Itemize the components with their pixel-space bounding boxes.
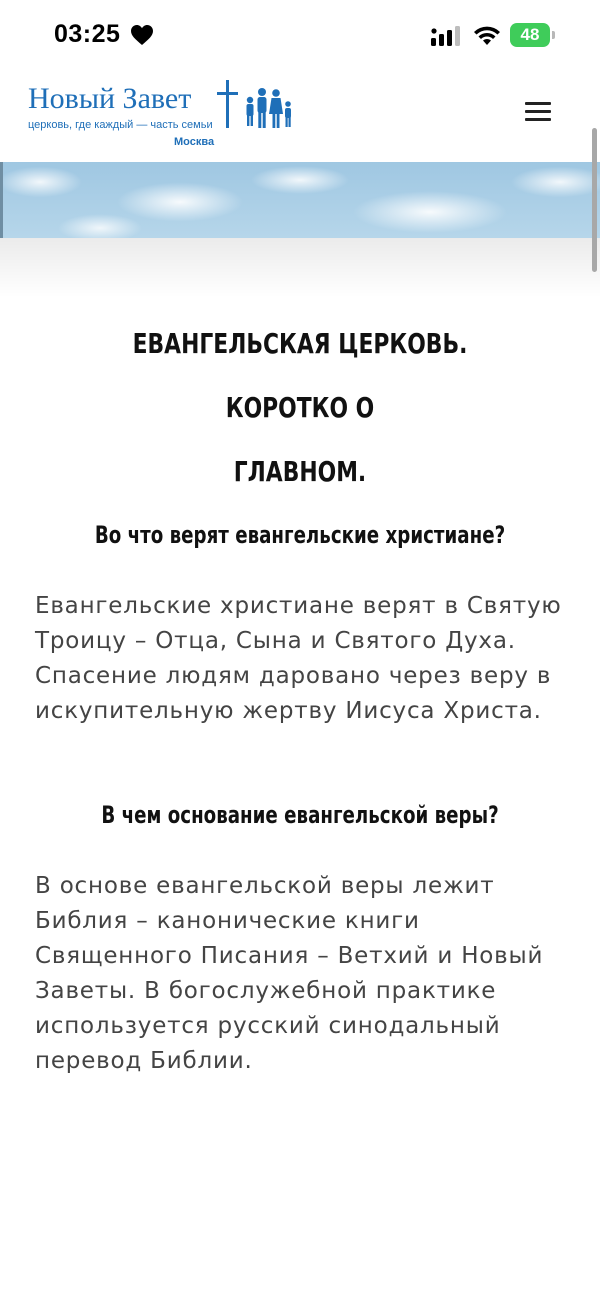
- status-time: 03:25: [54, 20, 121, 48]
- cross-family-logo-icon: [216, 80, 302, 132]
- heart-icon: [130, 24, 154, 46]
- text-line: используется русский синодальный: [35, 1013, 501, 1039]
- section-text-beliefs: [35, 589, 570, 729]
- text-line: Спасение людям даровано через веру в: [35, 663, 552, 689]
- battery-icon: [510, 23, 556, 47]
- hero-shadow: [0, 238, 600, 298]
- status-bar: [0, 0, 600, 70]
- logo-tagline: церковь, где каждый — часть семьи: [28, 119, 213, 131]
- text-line: Библия – канонические книги: [35, 908, 420, 934]
- text-line: Троицу – Отца, Сына и Святого Духа.: [35, 628, 516, 654]
- page-title-line: ГЛАВНОМ.: [233, 455, 367, 488]
- battery-level: 48: [520, 25, 540, 44]
- text-line: Евангельские христиане верят в Святую: [35, 593, 562, 619]
- page-title: [89, 312, 510, 504]
- hamburger-menu-icon[interactable]: [522, 98, 554, 126]
- hero-sky-image: [0, 162, 600, 238]
- scrollbar-thumb[interactable]: [592, 128, 597, 272]
- section-heading-foundation: В чем основание евангельской веры?: [101, 801, 499, 829]
- page-title-line: ЕВАНГЕЛЬСКАЯ ЦЕРКОВЬ. КОРОТКО О: [132, 327, 468, 424]
- battery-cap: [552, 31, 555, 39]
- wifi-icon: [472, 23, 502, 47]
- logo-title: Новый Завет: [28, 82, 192, 115]
- menu-bar: [525, 118, 551, 121]
- section-heading-beliefs: Во что верят евангельские христиане?: [94, 521, 506, 549]
- text-line: В основе евангельской веры лежит: [35, 873, 495, 899]
- menu-bar: [525, 110, 551, 113]
- menu-bar: [525, 102, 551, 105]
- site-header: [0, 70, 600, 162]
- site-logo[interactable]: [28, 80, 308, 160]
- text-line: перевод Библии.: [35, 1048, 253, 1074]
- section-text-foundation: [35, 869, 570, 1079]
- logo-city: Москва: [174, 136, 215, 148]
- signal-icon: [430, 25, 464, 47]
- text-line: Заветы. В богослужебной практике: [35, 978, 497, 1004]
- text-line: Священного Писания – Ветхий и Новый: [35, 943, 544, 969]
- text-line: искупительную жертву Иисуса Христа.: [35, 698, 542, 724]
